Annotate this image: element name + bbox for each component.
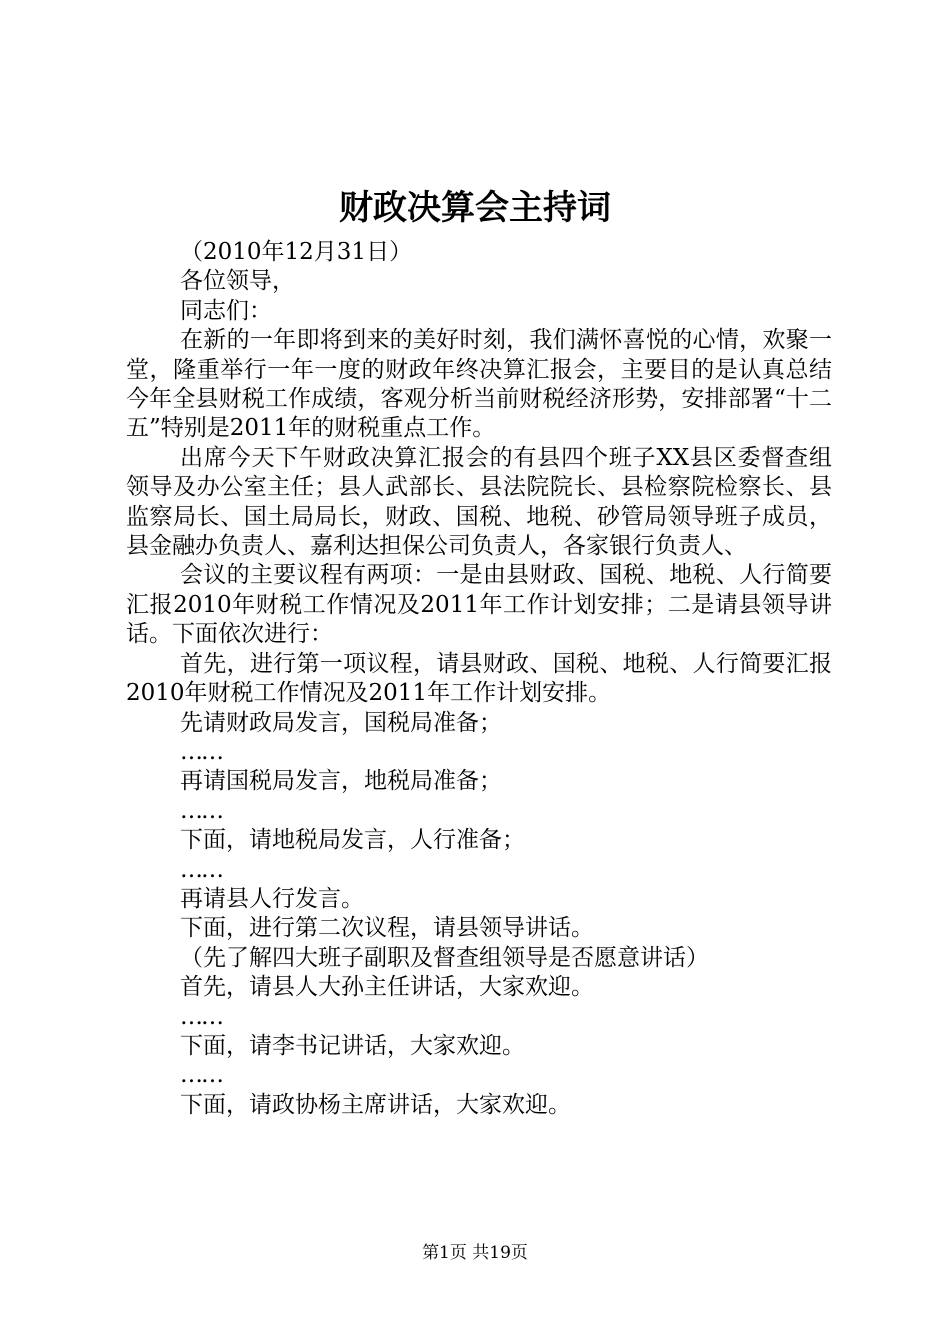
document-title: 财政决算会主持词 bbox=[339, 188, 611, 228]
page-footer: 第1页 共19页 bbox=[422, 1243, 528, 1263]
document-body bbox=[126, 238, 832, 1120]
paragraph: 先请财政局发言，国税局准备； bbox=[180, 709, 502, 736]
paragraph: 下面，请政协杨主席讲话，大家欢迎。 bbox=[180, 1091, 571, 1118]
paragraph: 下面，进行第二次议程，请县领导讲话。 bbox=[180, 915, 594, 942]
paragraph: 下面，请李书记讲话，大家欢迎。 bbox=[180, 1032, 525, 1059]
paragraph: 各位领导， bbox=[180, 268, 295, 295]
paragraph: 再请国税局发言，地税局准备； bbox=[180, 768, 502, 795]
ellipsis-line: …… bbox=[180, 856, 222, 883]
paragraph: 下面，请地税局发言，人行准备； bbox=[180, 827, 525, 854]
paragraph: 在新的一年即将到来的美好时刻，我们满怀喜悦的心情，欢聚一堂，隆重举行一年一度的财政年终决算汇报会，主要目的是认真总结今年全县财税工作成绩，客观分析当前财税经济形势，安排部署“十二五”特别是2011年的财税重点工作。 bbox=[126, 327, 832, 442]
paragraph: 首先，请县人大孙主任讲话，大家欢迎。 bbox=[180, 974, 594, 1001]
ellipsis-line: …… bbox=[180, 738, 222, 765]
paragraph: 再请县人行发言。 bbox=[180, 885, 364, 912]
ellipsis-line: …… bbox=[180, 1062, 222, 1089]
paragraph: （先了解四大班子副职及督查组领导是否愿意讲话） bbox=[180, 944, 709, 971]
ellipsis-line: …… bbox=[180, 1003, 222, 1030]
paragraph: 同志们： bbox=[180, 297, 272, 324]
paragraph: （2010年12月31日） bbox=[180, 239, 413, 265]
ellipsis-line: …… bbox=[180, 797, 222, 824]
paragraph: 出席今天下午财政决算汇报会的有县四个班子XX县区委督查组领导及办公室主任；县人武部长、县法院院长、县检察院检察长、县监察局长、国土局局长，财政、国税、地税、砂管局领导班子成员，县金融办负责人、嘉利达担保公司负责人，各家银行负责人、 bbox=[126, 444, 832, 560]
paragraph: 首先，进行第一项议程，请县财政、国税、地税、人行简要汇报2010年财税工作情况及2011年工作计划安排。 bbox=[126, 650, 832, 707]
paragraph: 会议的主要议程有两项：一是由县财政、国税、地税、人行简要汇报2010年财税工作情况及2011年工作计划安排；二是请县领导讲话。下面依次进行： bbox=[126, 562, 832, 648]
